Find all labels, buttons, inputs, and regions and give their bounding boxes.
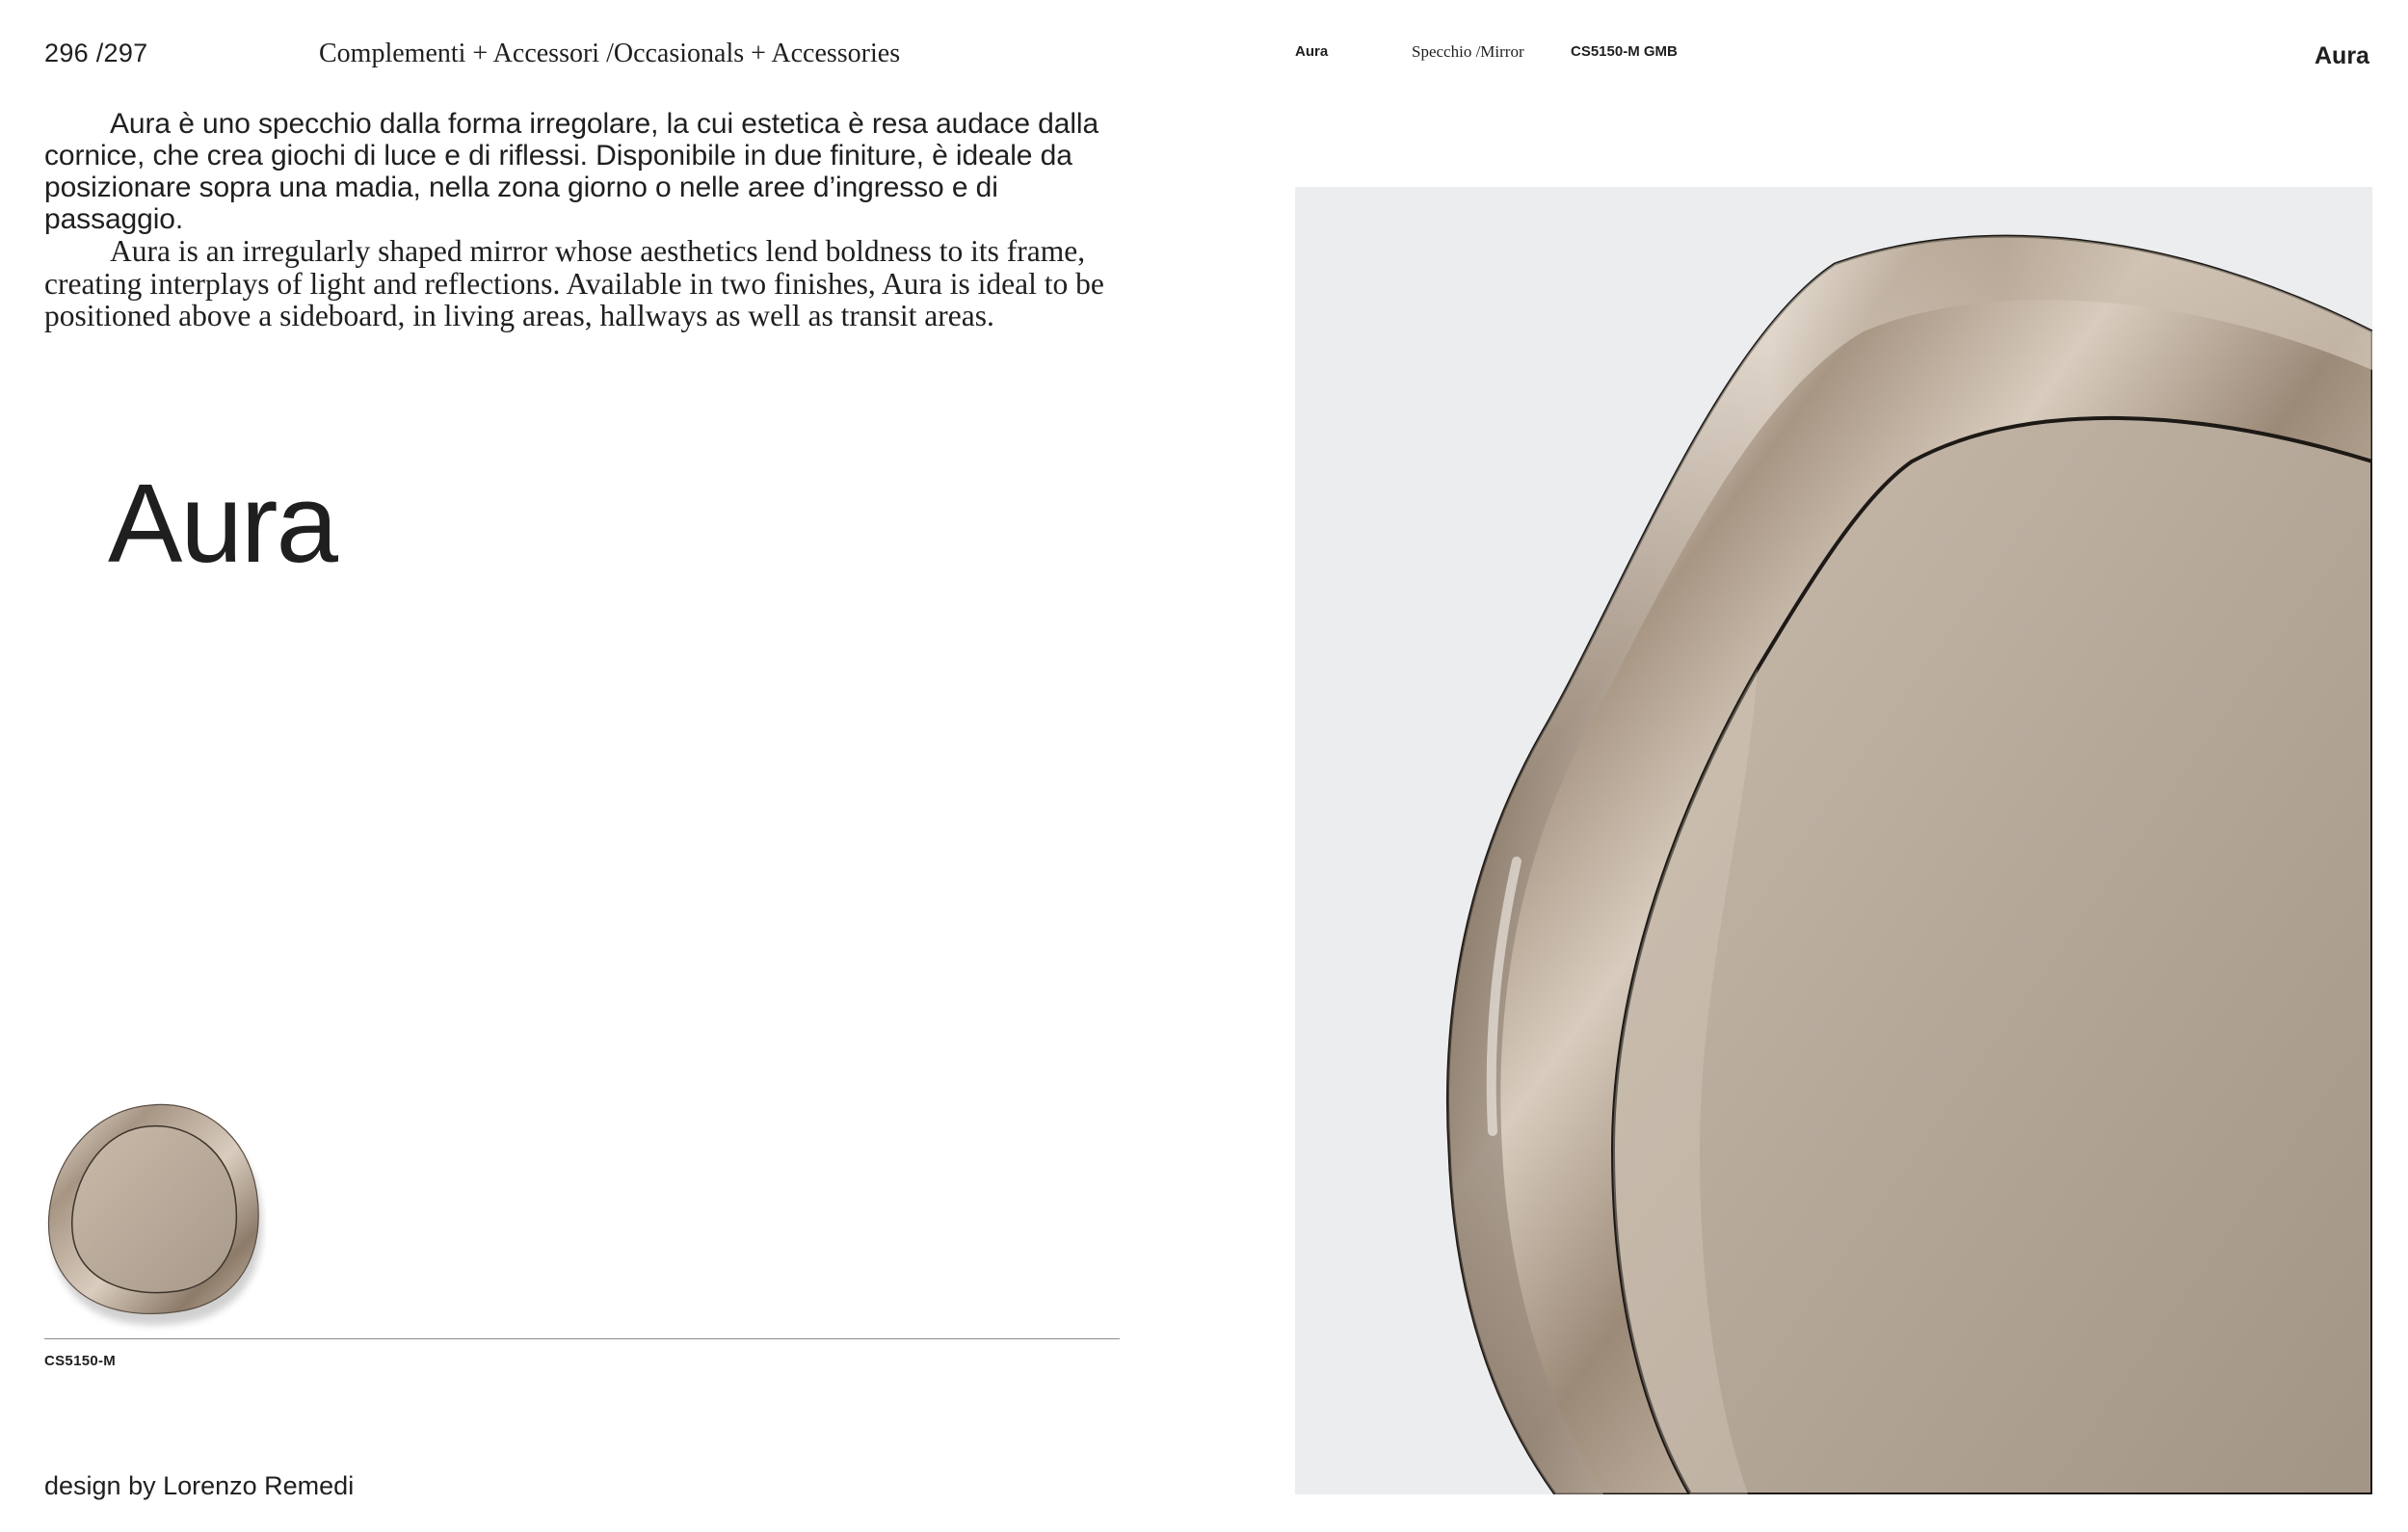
intro-english: Aura is an irregularly shaped mirror whose aesthetics lend boldness to its frame, creating interplays of light and reflections. Available in two finishes, Aura is ideal to be positioned above a sideboard, in living areas, hallways as well as transit areas. (44, 234, 1104, 332)
product-code: CS5150-M (44, 1353, 117, 1369)
body-copy (44, 108, 1133, 332)
section-title: Complementi + Accessori /Occasionals + Accessories (319, 39, 901, 68)
mirror-thumbnail-image (42, 1094, 266, 1334)
designer-credit: design by Lorenzo Remedi (44, 1471, 355, 1500)
page-number: 296 /297 (44, 39, 148, 67)
header-right-title: Aura (2315, 42, 2369, 69)
product-title: Aura (108, 461, 337, 586)
header-product-name: Aura (1295, 43, 1329, 60)
intro-italian: Aura è uno specchio dalla forma irregolare, la cui estetica è resa audace dalla cornice, che crea giochi di luce e di riflessi. Disponibile in due finiture, è ideale da posizionare sopra una madia, nella zona giorno o nelle aree d’ingresso e di passaggio. (44, 108, 1099, 235)
divider-line (44, 1338, 1120, 1339)
header-product-code: CS5150-M GMB (1571, 43, 1678, 60)
header-product-type: Specchio /Mirror (1412, 42, 1524, 61)
mirror-closeup-image (1295, 187, 2372, 1494)
